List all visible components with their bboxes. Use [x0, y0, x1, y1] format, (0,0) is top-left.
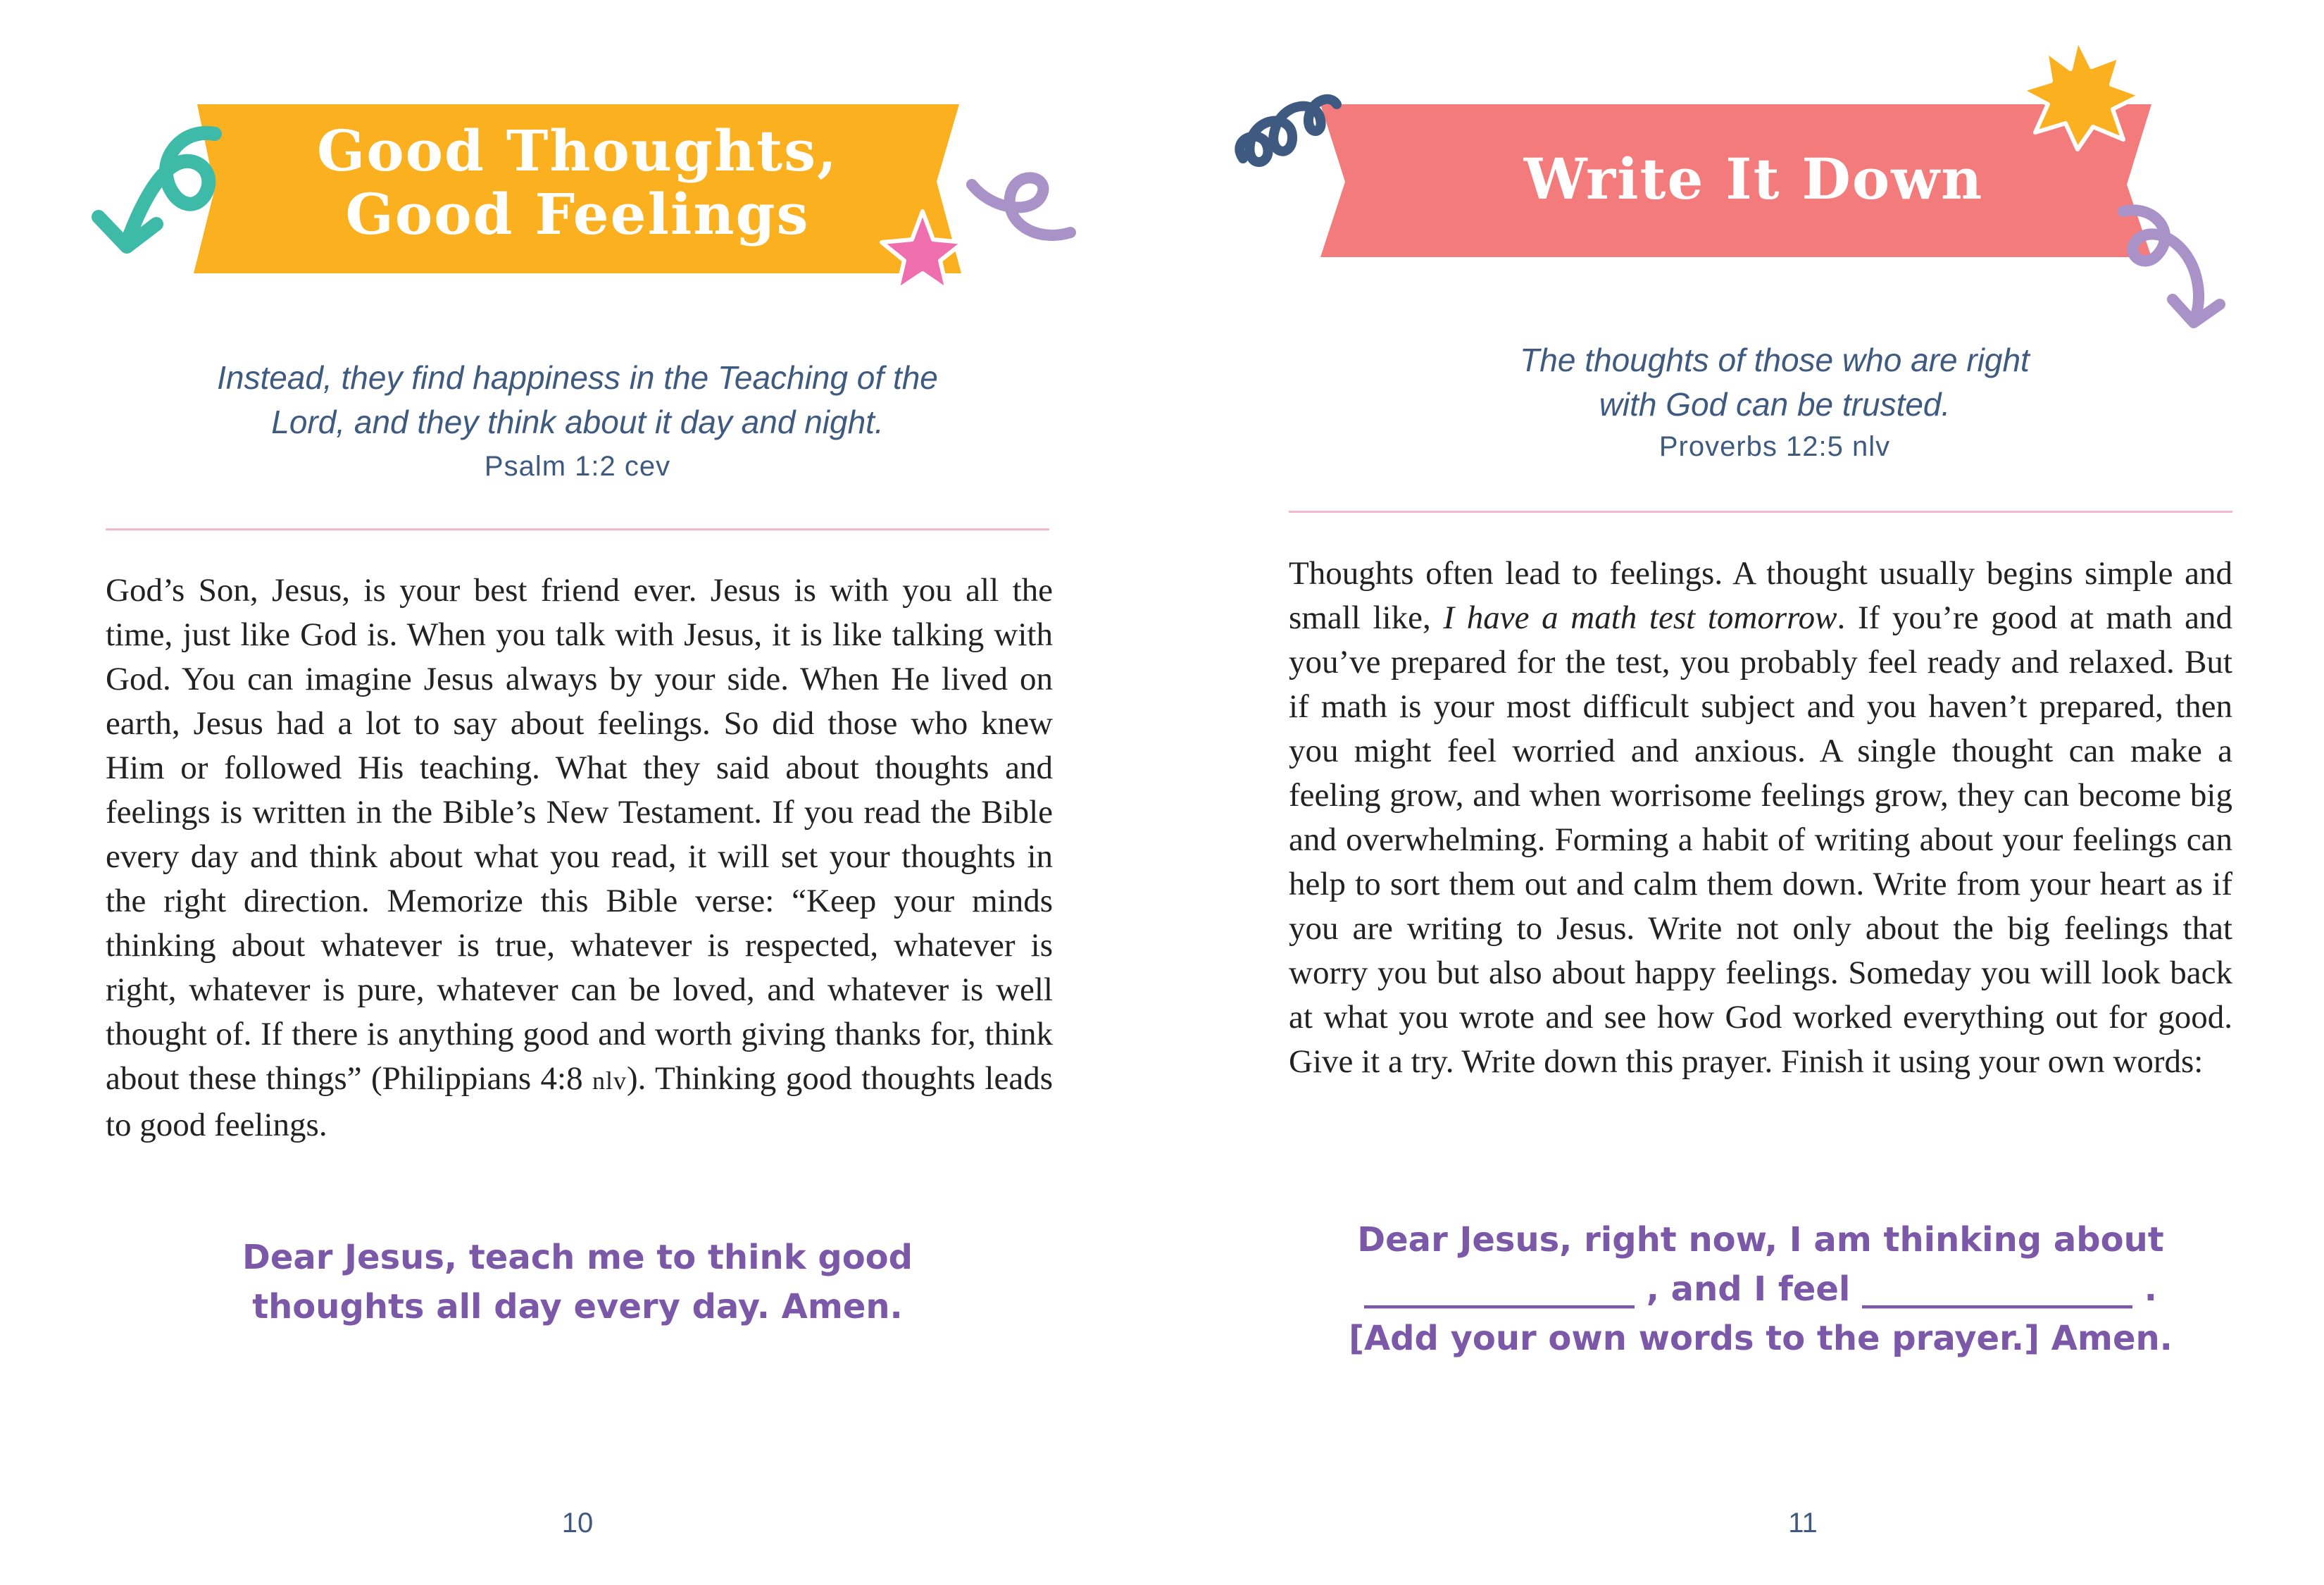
page-number: 11	[1788, 1508, 1818, 1539]
prayer-line-1: Dear Jesus, right now, I am thinking about	[1357, 1220, 2164, 1260]
verse-line-2: with God can be trusted.	[1599, 386, 1951, 423]
translation-abbrev: nlv	[592, 1067, 627, 1095]
page-title: Write It Down	[1523, 146, 1984, 212]
body-text-part-1: Thoughts often lead to feelings. A thought usually begins simple and small like,	[1289, 555, 2232, 636]
verse-line-2: Lord, and they think about it day and night.	[271, 404, 884, 440]
prayer-line-1: Dear Jesus, teach me to think good	[242, 1238, 913, 1277]
body-paragraph	[1289, 552, 2232, 1084]
page-title	[197, 120, 958, 246]
body-italic-thought: I have a math test tomorrow	[1443, 599, 1837, 636]
scripture-verse	[1303, 338, 2247, 427]
page-number: 10	[561, 1508, 594, 1539]
lavender-squiggle-icon	[972, 178, 1070, 235]
prayer	[106, 1233, 1049, 1331]
prayer-line-2: thoughts all day every day. Amen.	[252, 1287, 903, 1326]
yellow-star-icon	[2021, 39, 2141, 149]
body-text-part-1: God’s Son, Jesus, is your best friend ever. Jesus is with you all the time, just like God is. When you talk with Jesus, it is like talking with God. You can imagine Jesus always by your side. When He lived on earth, Jesus had a lot to say about feelings. So did those who knew Him or followed His teaching. What they said about thoughts and feelings is written in the Bible’s New Testament. If you read the Bible every day and think about what you read, it will set your thoughts in the right direction. Memorize this Bible verse: “Keep your minds thinking about whatever is true, whatever is respected, whatever is right, whatever is pure, whatever can be loved, and whatever is well thought of. If there is anything good and worth giving thanks for, think about these things” (Philippians 4:8	[106, 572, 1053, 1097]
verse-line-1: The thoughts of those who are right	[1520, 342, 2030, 378]
verse-reference: Proverbs 12:5 nlv	[1658, 431, 1891, 462]
title-line-2: Good Feelings	[345, 180, 810, 247]
prayer-line-3: [Add your own words to the prayer.] Amen.	[1349, 1319, 2173, 1358]
verse-reference: Psalm 1:2 cev	[484, 451, 671, 482]
title-line-1: Good Thoughts,	[317, 118, 838, 184]
section-divider	[1289, 511, 2232, 513]
right-page	[1162, 0, 2324, 1585]
prayer	[1289, 1215, 2232, 1363]
body-paragraph	[106, 568, 1053, 1148]
scripture-verse	[106, 356, 1049, 445]
body-text-part-2: ). Thinking good thoughts leads to good feelings.	[106, 1060, 1053, 1143]
verse-line-1: Instead, they find happiness in the Teaching of the	[217, 359, 938, 396]
section-divider	[106, 528, 1049, 530]
prayer-line-2: ________________ , and I feel ________________ .	[1364, 1269, 2157, 1309]
body-text-part-2: . If you’re good at math and you’ve prepared for the test, you probably feel ready and relaxed. But if math is your most difficult subject and you haven’t prepared, then you might feel worried and anxious. A single thought can make a feeling grow, and when worrisome feelings grow, they can become big and overwhelming. Forming a habit of writing about your feelings can help to sort them out and calm them down. Write from your heart as if you are writing to Jesus. Write not only about the big feelings that worry you but also about happy feelings. Someday you will look back at what you wrote and see how God worked everything out for good. Give it a try. Write down this prayer. Finish it using your own words:	[1289, 599, 2233, 1080]
